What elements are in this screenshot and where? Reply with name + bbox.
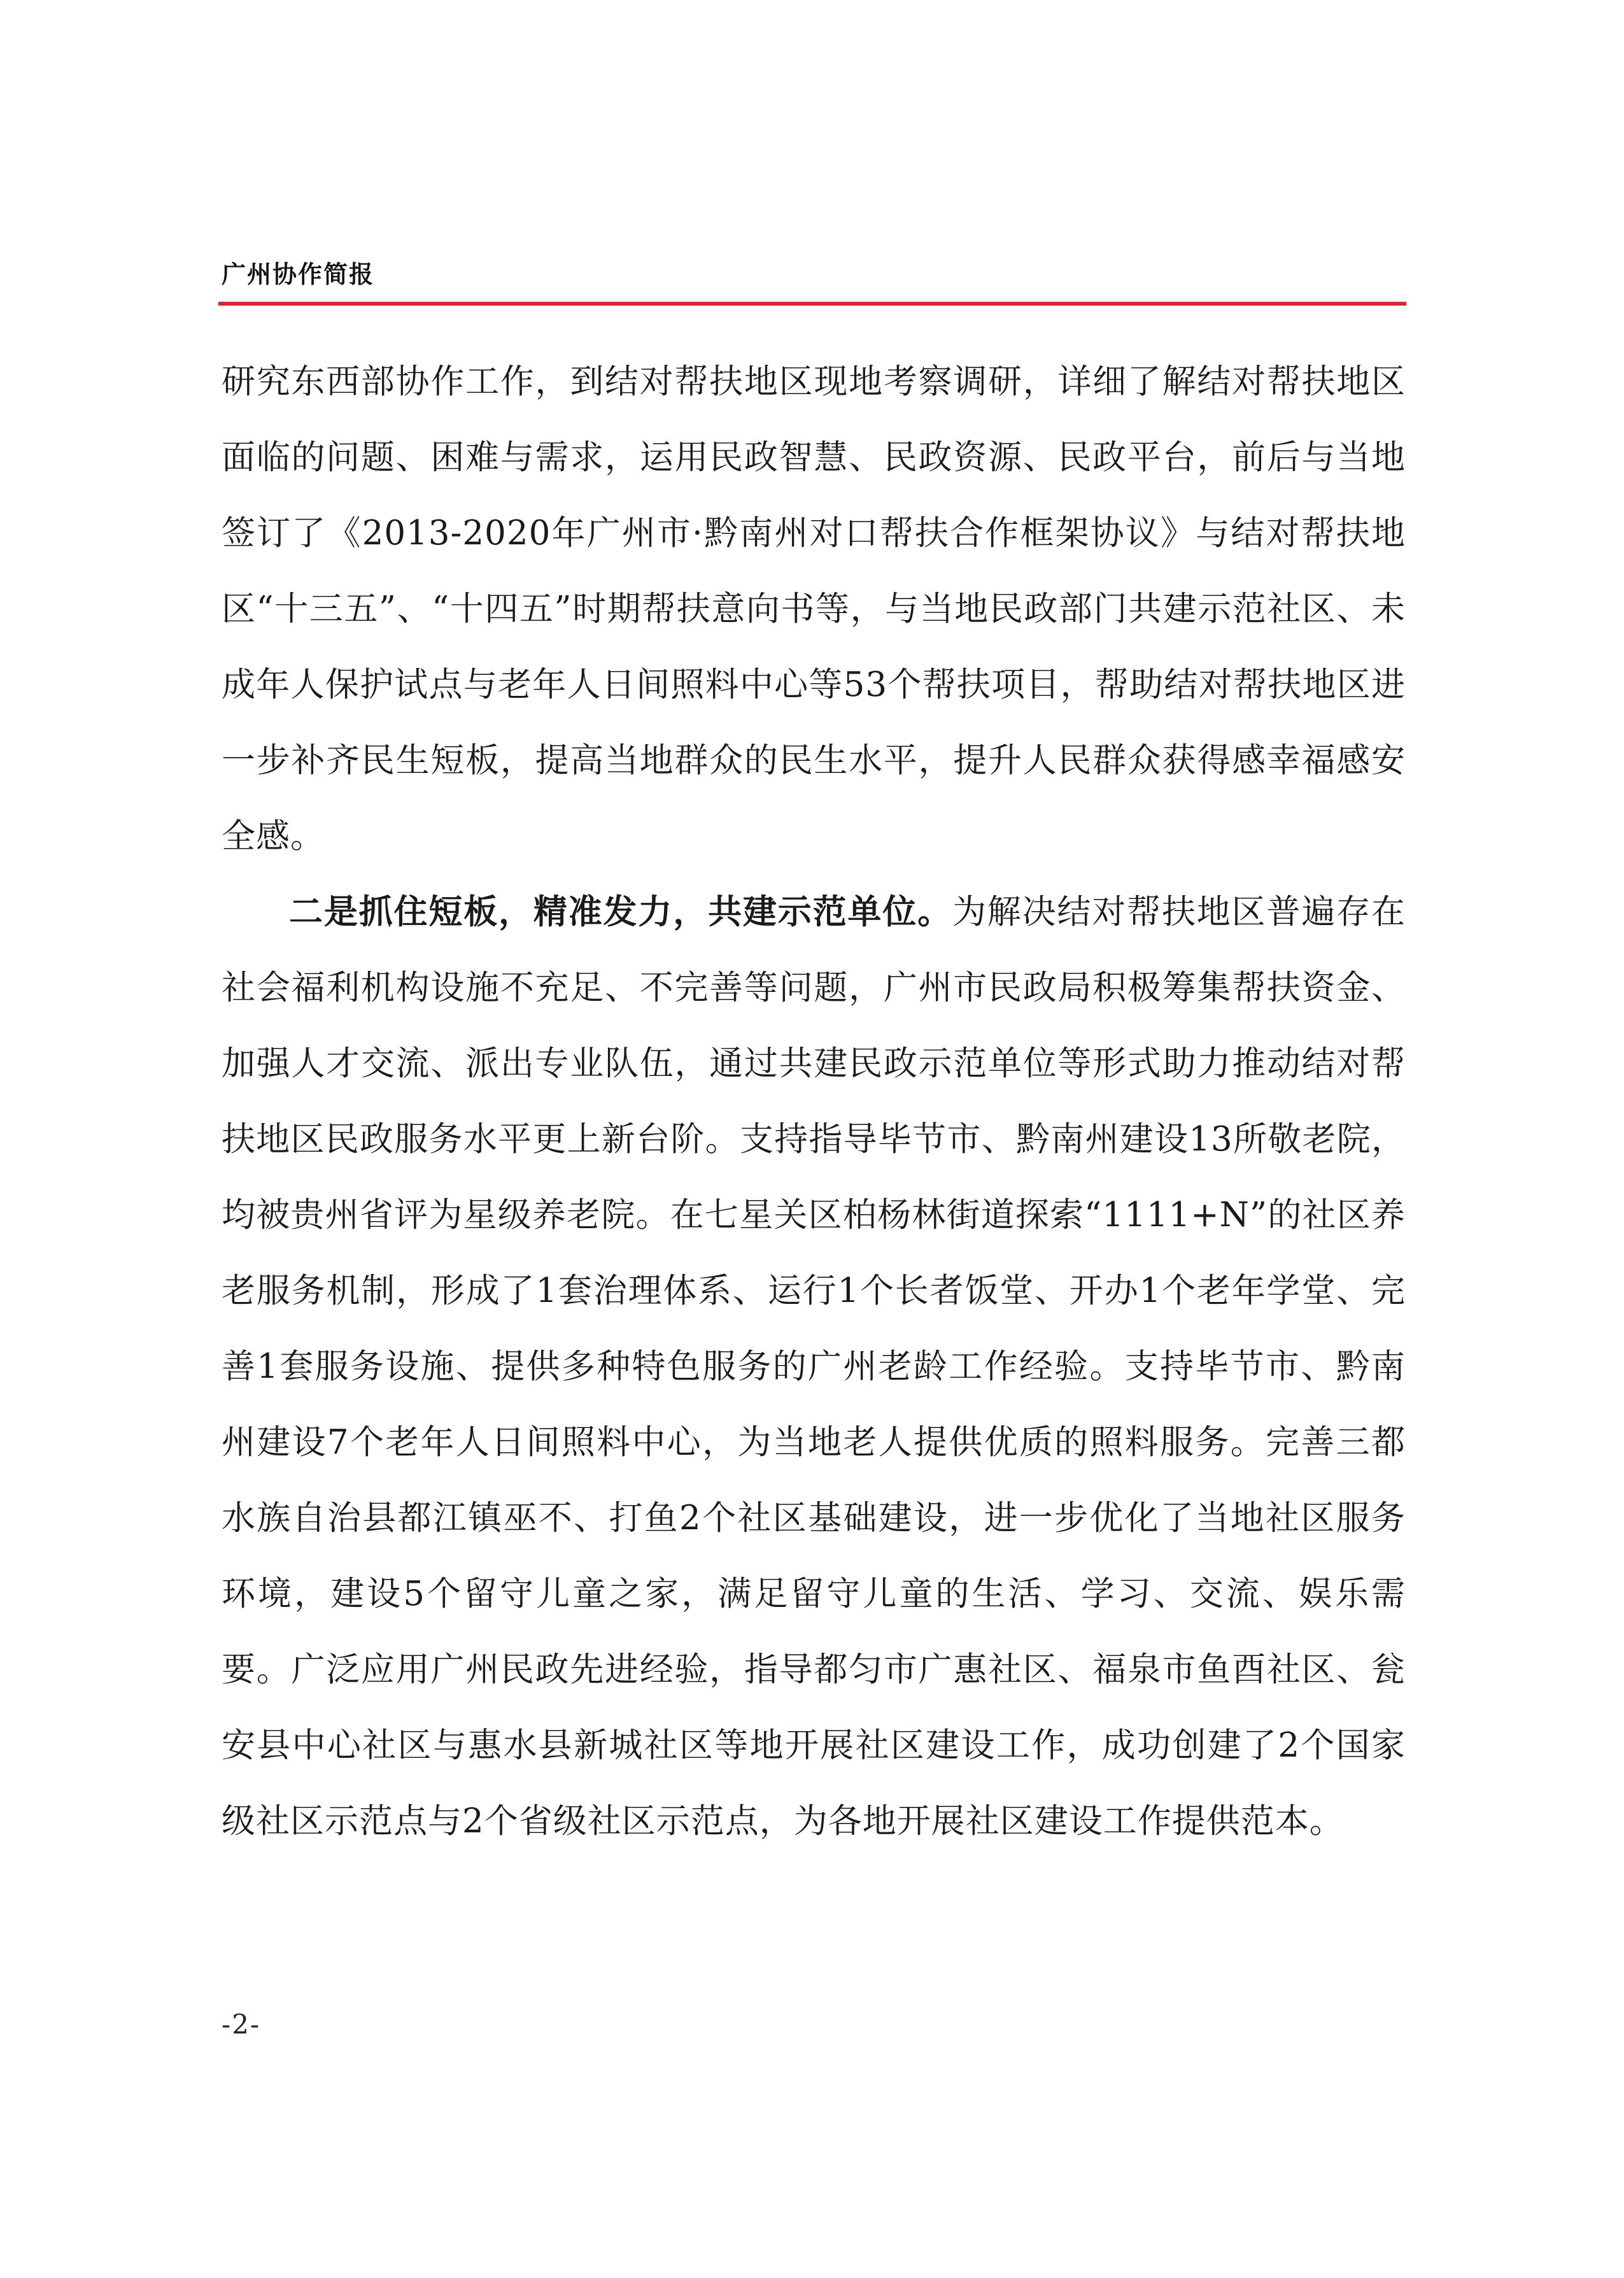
page-number: -2- bbox=[222, 2009, 261, 2040]
paragraph-1 bbox=[222, 344, 1406, 874]
header-title: 广州协作简报 bbox=[222, 260, 375, 288]
paragraph-2-text: 为解决结对帮扶地区普遍存在社会福利机构设施不充足、不完善等问题，广州市民政局积极筹集帮扶资金、加强人才交流、派出专业队伍，通过共建民政示范单位等形式助力推动结对帮扶地区民政服务水平更上新台阶。支持指导毕节市、黔南州建设13所敬老院，均被贵州省评为星级养老院。在七星关区柏杨林街道探索“1111+N”的社区养老服务机制，形成了1套治理体系、运行1个长者饭堂、开办1个老年学堂、完善1套服务设施、提供多种特色服务的广州老龄工作经验。支持毕节市、黔南州建设7个老年人日间照料中心，为当地老人提供优质的照料服务。完善三都水族自治县都江镇巫不、打鱼2个社区基础建设，进一步优化了当地社区服务环境，建设5个留守儿童之家，满足留守儿童的生活、学习、交流、娱乐需要。广泛应用广州民政先进经验，指导都匀市广惠社区、福泉市鱼酉社区、瓮安县中心社区与惠水县新城社区等地开展社区建设工作，成功创建了2个国家级社区示范点与2个省级社区示范点，为各地开展社区建设工作提供范本。 bbox=[222, 893, 1406, 1841]
paragraph-2 bbox=[222, 874, 1406, 1859]
header-divider bbox=[218, 302, 1406, 306]
paragraph-2-lead: 二是抓住短板，精准发力，共建示范单位。 bbox=[289, 892, 952, 931]
paragraph-1-text: 研究东西部协作工作，到结对帮扶地区现地考察调研，详细了解结对帮扶地区面临的问题、困难与需求，运用民政智慧、民政资源、民政平台，前后与当地签订了《2013-2020年广州市·黔南州对口帮扶合作框架协议》与结对帮扶地区“十三五”、“十四五”时期帮扶意向书等，与当地民政部门共建示范社区、未成年人保护试点与老年人日间照料中心等53个帮扶项目，帮助结对帮扶地区进一步补齐民生短板，提高当地群众的民生水平，提升人民群众获得感幸福感安全感。 bbox=[222, 362, 1406, 856]
body-text bbox=[222, 344, 1406, 1859]
